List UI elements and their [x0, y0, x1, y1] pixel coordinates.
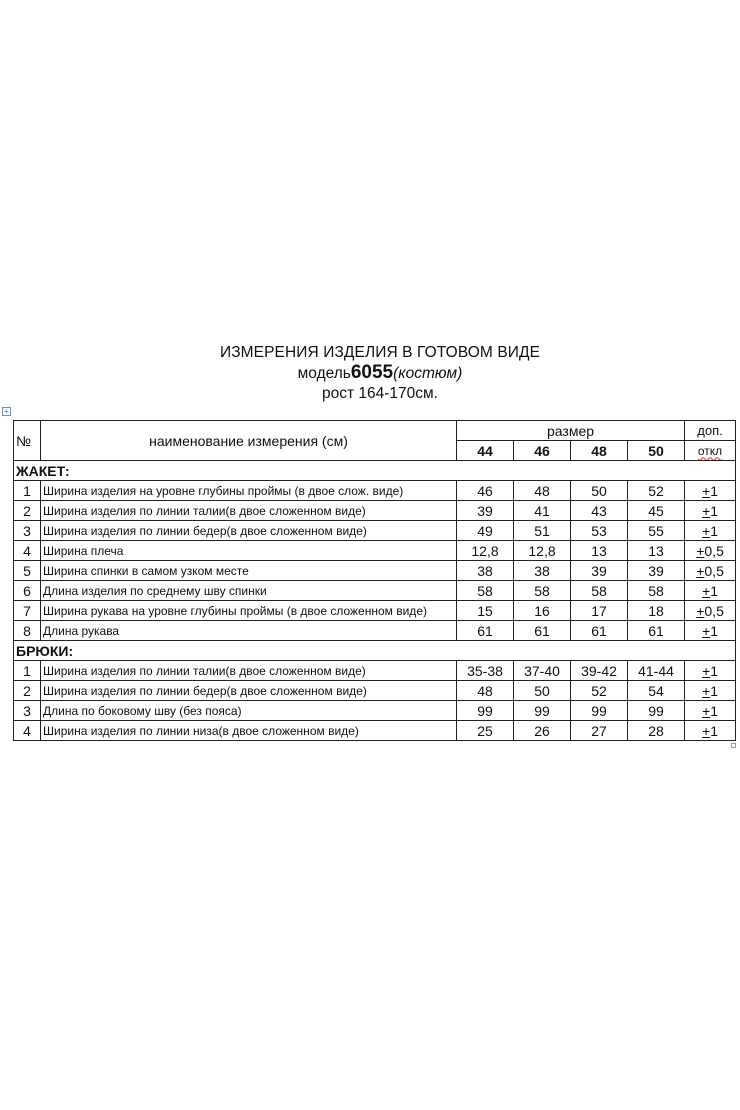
header-tolerance-top: доп.	[685, 421, 736, 441]
size-value: 43	[571, 501, 628, 521]
tolerance-value: +1	[685, 501, 736, 521]
size-value: 48	[514, 481, 571, 501]
table-row	[14, 661, 736, 681]
size-value: 99	[457, 701, 514, 721]
section-row	[14, 641, 736, 661]
header-measurement-name: наименование измерения (см)	[41, 421, 457, 461]
header-size: размер	[457, 421, 685, 441]
row-number: 2	[14, 681, 41, 701]
table-row	[14, 701, 736, 721]
tolerance-value: +0,5	[685, 541, 736, 561]
measurement-name: Ширина изделия по линии талии(в двое сложенном виде)	[41, 501, 457, 521]
tolerance-value: +1	[685, 681, 736, 701]
header-size-48: 48	[571, 441, 628, 461]
size-value: 55	[628, 521, 685, 541]
model-suffix: (костюм)	[393, 365, 463, 382]
table-row	[14, 581, 736, 601]
measurement-name: Длина рукава	[41, 621, 457, 641]
size-value: 39-42	[571, 661, 628, 681]
model-number: 6055	[350, 362, 394, 383]
size-value: 12,8	[457, 541, 514, 561]
row-number: 3	[14, 701, 41, 721]
size-value: 45	[628, 501, 685, 521]
size-value: 41	[514, 501, 571, 521]
size-value: 49	[457, 521, 514, 541]
size-value: 99	[571, 701, 628, 721]
size-value: 18	[628, 601, 685, 621]
header-size-46: 46	[514, 441, 571, 461]
size-value: 61	[514, 621, 571, 641]
size-value: 58	[457, 581, 514, 601]
height-line: рост 164-170см.	[322, 385, 438, 402]
size-value: 13	[571, 541, 628, 561]
measurement-name: Длина изделия по среднему шву спинки	[41, 581, 457, 601]
section-title: БРЮКИ:	[14, 641, 736, 661]
measurement-name: Ширина изделия по линии низа(в двое сложенном виде)	[41, 721, 457, 741]
row-number: 8	[14, 621, 41, 641]
table-row	[14, 541, 736, 561]
tolerance-value: +0,5	[685, 561, 736, 581]
size-value: 52	[628, 481, 685, 501]
size-value: 58	[571, 581, 628, 601]
size-value: 53	[571, 521, 628, 541]
size-value: 13	[628, 541, 685, 561]
size-value: 52	[571, 681, 628, 701]
row-number: 5	[14, 561, 41, 581]
table-move-handle-icon[interactable]: +	[2, 407, 11, 416]
tolerance-value: +1	[685, 661, 736, 681]
measurement-name: Ширина спинки в самом узком месте	[41, 561, 457, 581]
size-value: 38	[457, 561, 514, 581]
table-row	[14, 501, 736, 521]
size-value: 38	[514, 561, 571, 581]
size-value: 61	[571, 621, 628, 641]
size-value: 12,8	[514, 541, 571, 561]
row-number: 4	[14, 541, 41, 561]
size-value: 99	[514, 701, 571, 721]
header-size-44: 44	[457, 441, 514, 461]
size-value: 58	[514, 581, 571, 601]
tolerance-value: +1	[685, 521, 736, 541]
row-number: 7	[14, 601, 41, 621]
size-value: 28	[628, 721, 685, 741]
row-number: 1	[14, 481, 41, 501]
size-value: 17	[571, 601, 628, 621]
row-number: 1	[14, 661, 41, 681]
size-value: 48	[457, 681, 514, 701]
tolerance-value: +1	[685, 581, 736, 601]
size-value: 61	[457, 621, 514, 641]
size-value: 39	[457, 501, 514, 521]
size-value: 37-40	[514, 661, 571, 681]
header-size-50: 50	[628, 441, 685, 461]
size-value: 50	[514, 681, 571, 701]
row-number: 3	[14, 521, 41, 541]
size-value: 50	[571, 481, 628, 501]
size-value: 39	[571, 561, 628, 581]
measurements-table	[13, 420, 736, 741]
table-row	[14, 481, 736, 501]
tolerance-value: +1	[685, 701, 736, 721]
tolerance-value: +1	[685, 481, 736, 501]
table-row	[14, 621, 736, 641]
size-value: 51	[514, 521, 571, 541]
size-value: 58	[628, 581, 685, 601]
measurement-name: Длина по боковому шву (без пояса)	[41, 701, 457, 721]
header-tolerance-bottom: откл	[685, 441, 736, 461]
table-row	[14, 601, 736, 621]
row-number: 6	[14, 581, 41, 601]
size-value: 61	[628, 621, 685, 641]
size-value: 16	[514, 601, 571, 621]
size-value: 99	[628, 701, 685, 721]
table-row	[14, 521, 736, 541]
size-value: 41-44	[628, 661, 685, 681]
table-row	[14, 681, 736, 701]
section-title: ЖАКЕТ:	[14, 461, 736, 481]
measurement-name: Ширина изделия на уровне глубины проймы (в двое слож. виде)	[41, 481, 457, 501]
row-number: 4	[14, 721, 41, 741]
tolerance-value: +1	[685, 621, 736, 641]
table-row	[14, 721, 736, 741]
table-resize-handle[interactable]	[731, 743, 736, 748]
size-value: 25	[457, 721, 514, 741]
measurement-name: Ширина рукава на уровне глубины проймы (в двое сложенном виде)	[41, 601, 457, 621]
size-value: 35-38	[457, 661, 514, 681]
section-row	[14, 461, 736, 481]
header-number: №	[14, 421, 41, 461]
tolerance-value: +1	[685, 721, 736, 741]
row-number: 2	[14, 501, 41, 521]
size-value: 26	[514, 721, 571, 741]
document-title-block	[0, 343, 740, 404]
size-value: 46	[457, 481, 514, 501]
document-title: ИЗМЕРЕНИЯ ИЗДЕЛИЯ В ГОТОВОМ ВИДЕ	[219, 344, 541, 361]
size-value: 54	[628, 681, 685, 701]
size-value: 27	[571, 721, 628, 741]
model-line	[0, 363, 740, 384]
size-value: 39	[628, 561, 685, 581]
measurement-name: Ширина плеча	[41, 541, 457, 561]
model-prefix: модель	[297, 365, 351, 382]
measurement-name: Ширина изделия по линии бедер(в двое сложенном виде)	[41, 681, 457, 701]
measurement-name: Ширина изделия по линии талии(в двое сложенном виде)	[41, 661, 457, 681]
size-value: 15	[457, 601, 514, 621]
tolerance-value: +0,5	[685, 601, 736, 621]
table-row	[14, 561, 736, 581]
measurement-name: Ширина изделия по линии бедер(в двое сложенном виде)	[41, 521, 457, 541]
